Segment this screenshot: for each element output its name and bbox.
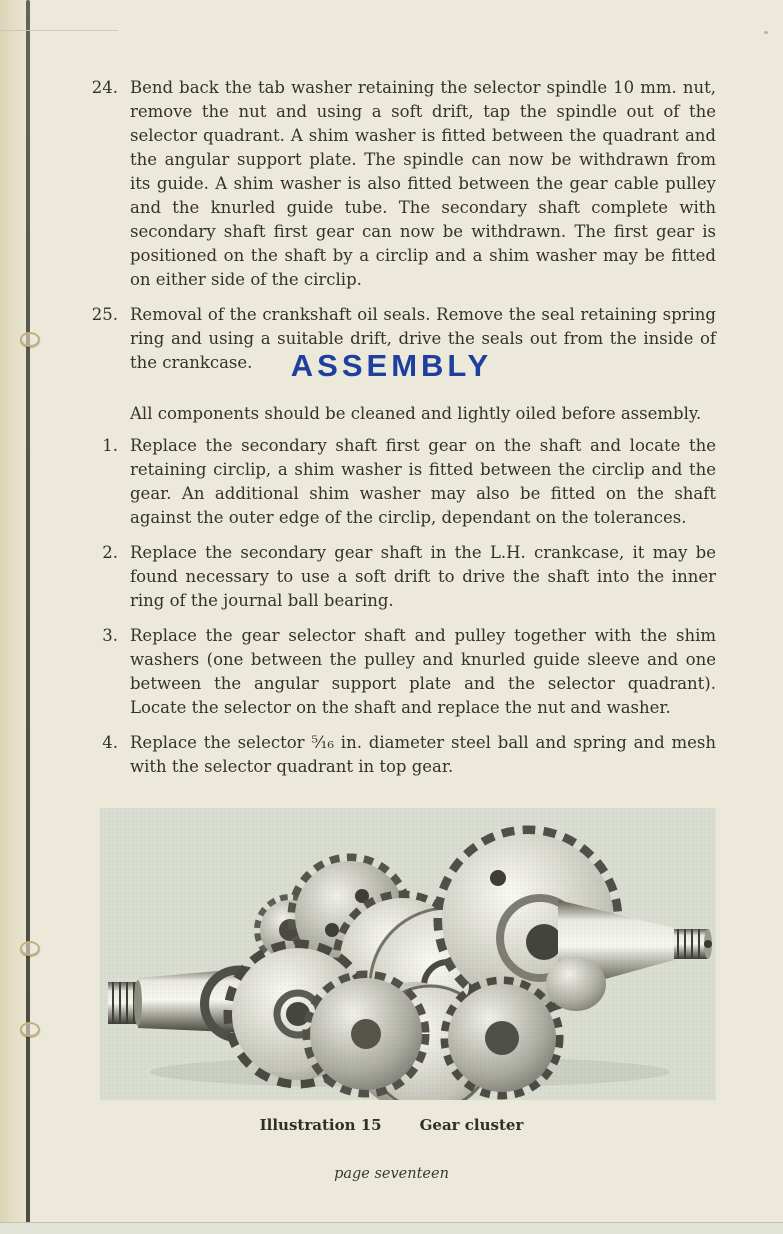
gear-cluster-photo xyxy=(100,808,716,1100)
staple-mark xyxy=(20,332,40,347)
page-edge-line xyxy=(26,0,30,1234)
bottom-page-edge xyxy=(0,1222,783,1234)
figure-caption-title: Gear cluster xyxy=(419,1116,524,1134)
figure-caption-label: Illustration 15 xyxy=(259,1116,382,1134)
list-item xyxy=(88,624,716,720)
item-text: Replace the secondary shaft first gear on the shaft and locate the retaining circlip, a shim washer is fitted between the circlip and the gear. An additional shim washer may also be fitted on the shaft against the outer edge of the circlip, dependant on the tolerances. xyxy=(130,436,716,527)
item-text: Bend back the tab washer retaining the selector spindle 10 mm. nut, remove the nut and using a soft drift, tap the spindle out of the selector quadrant. A shim washer is fitted between the quadrant and the angular support plate. The spindle can now be withdrawn from its guide. A shim washer is also fitted between the gear cable pulley and the knurled guide tube. The secondary shaft complete with secondary shaft first gear can now be withdrawn. The first gear is positioned on the shaft by a circlip and a shim washer may be fitted on either side of the circlip. xyxy=(130,78,716,289)
item-number: 24. xyxy=(91,78,118,97)
list-item xyxy=(88,76,716,292)
item-number: 1. xyxy=(102,436,118,455)
item-number: 25. xyxy=(91,305,118,324)
section-heading: ASSEMBLY xyxy=(290,348,493,383)
gear-cluster-illustration xyxy=(100,808,716,1100)
item-text: Replace the selector ⁵⁄₁₆ in. diameter steel ball and spring and mesh with the selector quadrant in top gear. xyxy=(130,733,716,776)
list-item xyxy=(88,434,716,530)
list-item xyxy=(88,731,716,779)
item-text: Replace the secondary gear shaft in the L.H. crankcase, it may be found necessary to use a soft drift to drive the shaft into the inner ring of the journal ball bearing. xyxy=(130,543,716,610)
page-number-footer: page seventeen xyxy=(334,1166,449,1182)
binding-edge xyxy=(0,0,26,1234)
item-text: Removal of the crankshaft oil seals. Remove the seal retaining spring ring and using a suitable drift, drive the seals out from the inside of the crankcase. xyxy=(130,305,716,372)
staple-mark xyxy=(20,1022,40,1037)
item-number: 4. xyxy=(102,733,118,752)
assembly-list xyxy=(88,434,716,790)
disassembly-list xyxy=(88,76,716,386)
list-item xyxy=(88,541,716,613)
paper-speck xyxy=(764,31,768,34)
figure-caption xyxy=(0,1116,783,1134)
item-number: 2. xyxy=(102,543,118,562)
intro-text: All components should be cleaned and lightly oiled before assembly. xyxy=(130,404,702,423)
staple-mark xyxy=(20,941,40,956)
paper-crease-line xyxy=(0,30,118,31)
item-text: Replace the gear selector shaft and pulley together with the shim washers (one between the pulley and knurled guide sleeve and one between the angular support plate and the selector quadrant). Locate the selector on the shaft and replace the nut and washer. xyxy=(130,626,716,717)
item-number: 3. xyxy=(102,626,118,645)
